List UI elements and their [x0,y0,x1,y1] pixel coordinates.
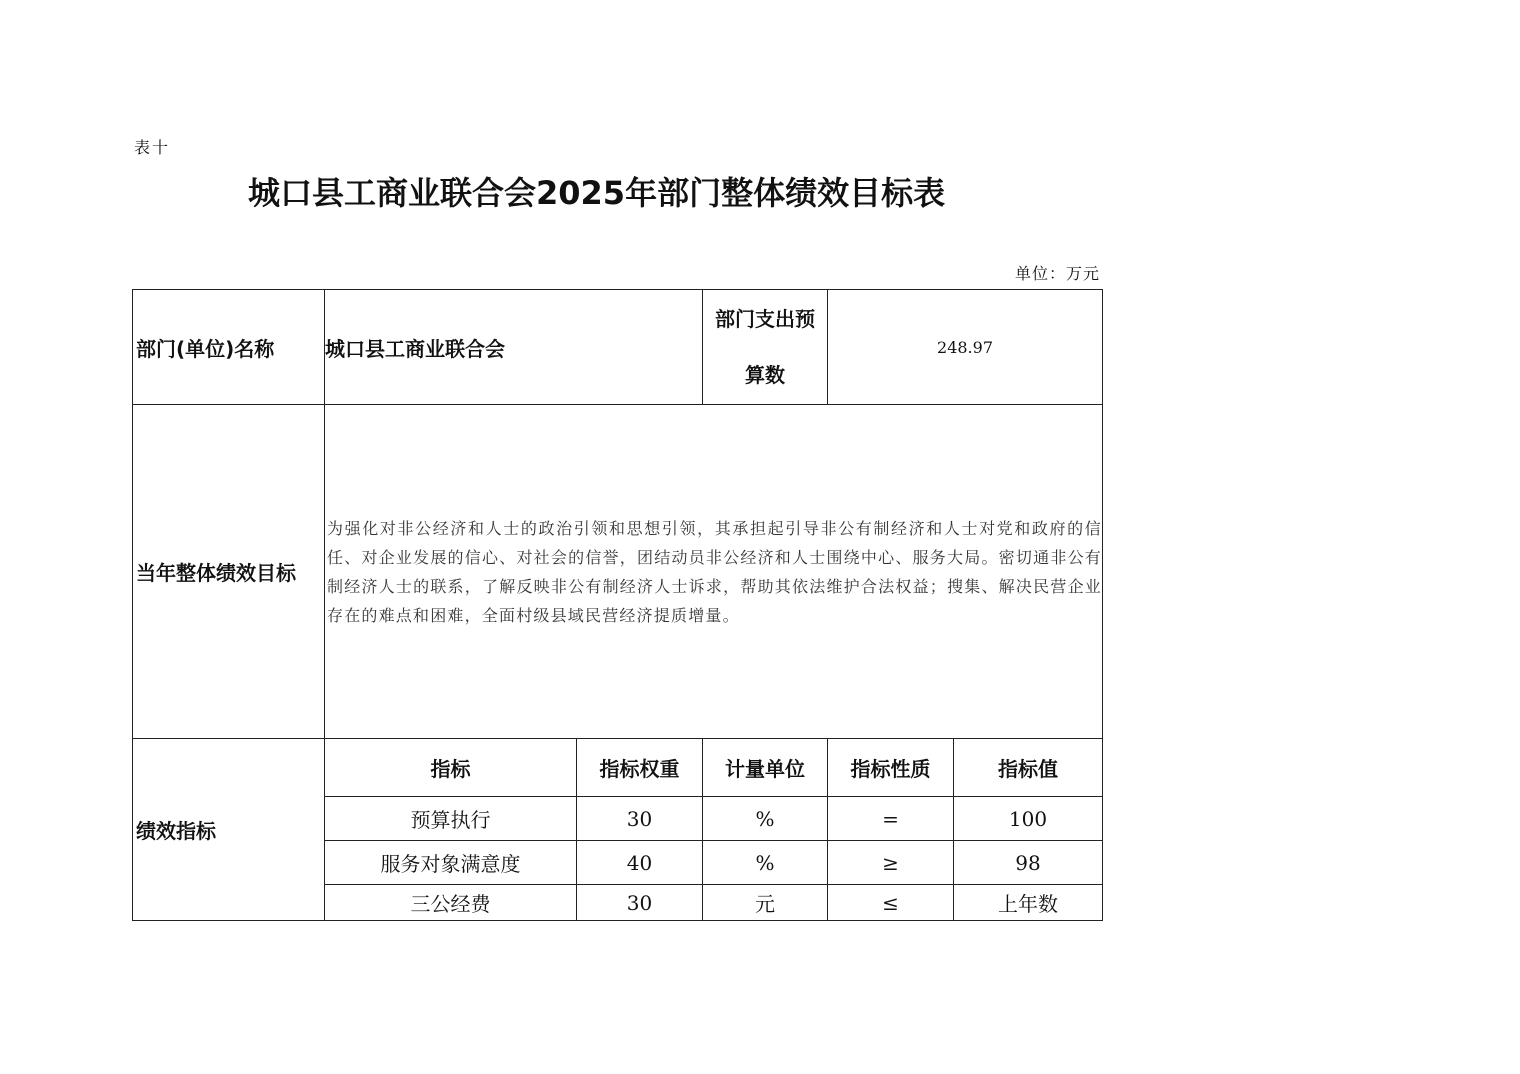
budget-value: 248.97 [828,290,1103,405]
indicator-unit: % [703,797,828,841]
header-value: 指标值 [954,739,1103,797]
indicator-value: 100 [954,797,1103,841]
indicator-weight: 40 [577,841,703,885]
goal-label: 当年整体绩效目标 [133,405,325,739]
goal-row [133,405,1103,739]
header-unit: 计量单位 [703,739,828,797]
indicator-nature: = [828,797,954,841]
page-title: 城口县工商业联合会2025年部门整体绩效目标表 [248,174,946,212]
header-indicator: 指标 [325,739,577,797]
indicators-label: 绩效指标 [133,739,325,921]
header-weight: 指标权重 [577,739,703,797]
indicator-unit: % [703,841,828,885]
table-number-label: 表十 [134,138,171,157]
goal-text: 为强化对非公经济和人士的政治引领和思想引领，其承担起引导非公有制经济和人士对党和政府的信任、对企业发展的信心、对社会的信誉，团结动员非公经济和人士围绕中心、服务大局。密切通非公有制经济人士的联系，了解反映非公有制经济人士诉求，帮助其依法维护合法权益；搜集、解决民营企业存在的难点和困难，全面村级县域民营经济提质增量。 [325,405,1103,739]
indicator-name: 预算执行 [325,797,577,841]
unit-label: 单位：万元 [1014,264,1100,283]
indicator-nature: ≤ [828,885,954,921]
indicator-weight: 30 [577,797,703,841]
indicator-value: 98 [954,841,1103,885]
dept-name-label: 部门(单位)名称 [133,290,325,405]
indicator-value: 上年数 [954,885,1103,921]
indicator-header-row [133,739,1103,797]
indicator-weight: 30 [577,885,703,921]
dept-name-value: 城口县工商业联合会 [325,290,703,405]
budget-label [703,290,828,405]
indicator-name: 服务对象满意度 [325,841,577,885]
dept-row [133,290,1103,405]
indicator-unit: 元 [703,885,828,921]
indicator-name: 三公经费 [325,885,577,921]
indicator-nature: ≥ [828,841,954,885]
performance-goal-table [132,289,1103,921]
budget-label-text: 部门支出预算数 [715,307,815,387]
header-nature: 指标性质 [828,739,954,797]
